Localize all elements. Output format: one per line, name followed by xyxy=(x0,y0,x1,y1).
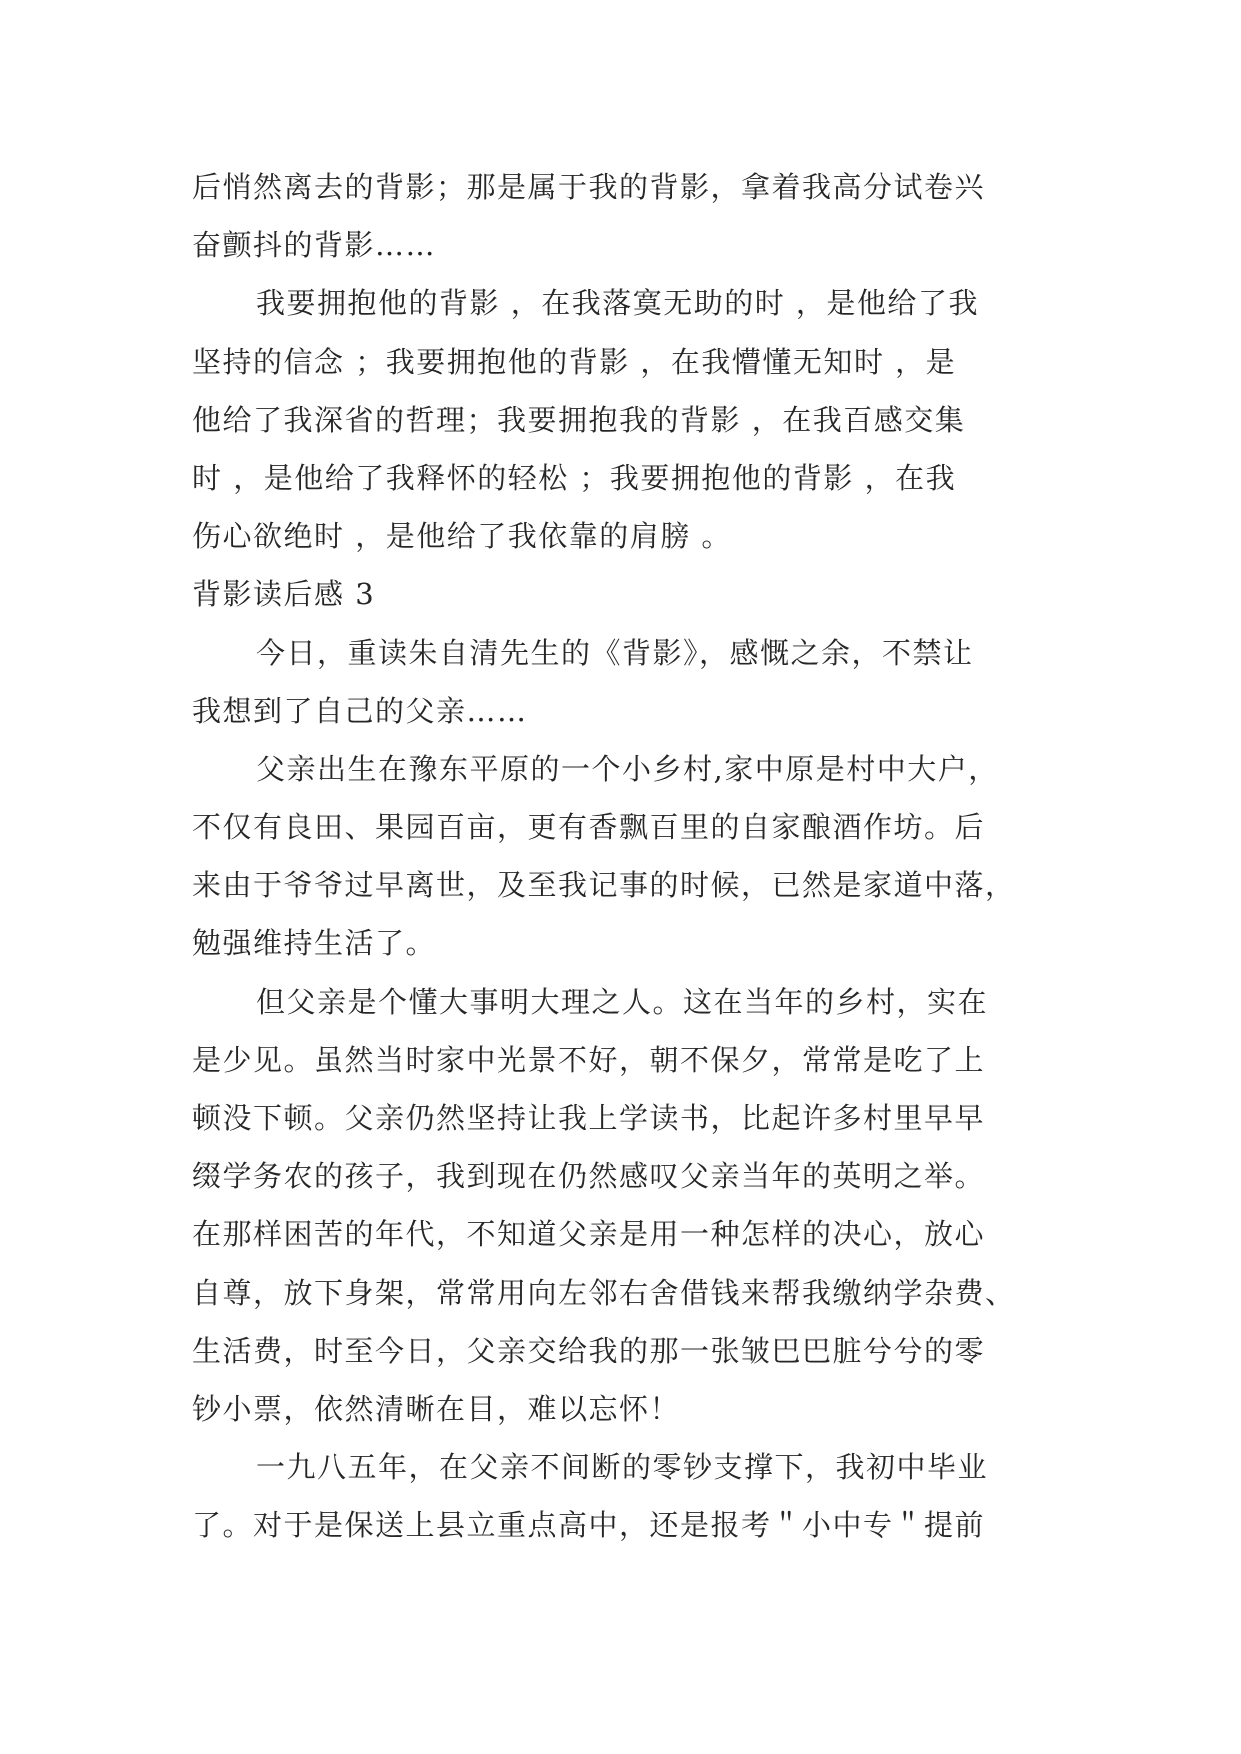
text-line: 顿没下顿。父亲仍然坚持让我上学读书，比起许多村里早早 xyxy=(192,1101,986,1135)
text-line: 在那样困苦的年代，不知道父亲是用一种怎样的决心，放心 xyxy=(192,1217,986,1252)
text-line: 了。对于是保送上县立重点高中，还是报考＂小中专＂提前 xyxy=(192,1508,986,1543)
text-line: 奋颤抖的背影…… xyxy=(192,228,437,263)
text-line: 时 ，是他给了我释怀的轻松 ；我要拥抱他的背影 ，在我 xyxy=(192,460,957,495)
text-line: 我要拥抱他的背影 ，在我落寞无助的时 ，是他给了我 xyxy=(256,286,979,321)
text-line: 缀学务农的孩子，我到现在仍然感叹父亲当年的英明之举。 xyxy=(192,1159,986,1194)
text-line: 钞小票，依然清晰在目，难以忘怀！ xyxy=(192,1391,681,1426)
text-line: 生活费，时至今日，父亲交给我的那一张皱巴巴脏兮兮的零 xyxy=(192,1333,986,1368)
text-line: 背影读后感 3 xyxy=(192,577,376,612)
text-line: 今日，重读朱自清先生的《背影》，感慨之余，不禁让 xyxy=(256,635,974,670)
text-line: 父亲出生在豫东平原的一个小乡村,家中原是村中大户， xyxy=(256,751,999,786)
text-line: 一九八五年，在父亲不间断的零钞支撑下，我初中毕业 xyxy=(256,1450,989,1485)
text-line: 我想到了自己的父亲…… xyxy=(192,693,528,728)
text-line: 是少见。虽然当时家中光景不好，朝不保夕，常常是吃了上 xyxy=(192,1042,986,1077)
text-line: 伤心欲绝时 ，是他给了我依靠的肩膀 。 xyxy=(192,519,732,554)
text-line: 不仅有良田、果园百亩，更有香飘百里的自家酿酒作坊。后 xyxy=(192,810,986,845)
text-line: 坚持的信念 ；我要拥抱他的背影 ，在我懵懂无知时 ，是 xyxy=(192,344,957,379)
text-line: 勉强维持生活了。 xyxy=(192,926,437,961)
text-line: 自尊，放下身架，常常用向左邻右舍借钱来帮我缴纳学杂费、 xyxy=(192,1275,1016,1310)
text-line: 后悄然离去的背影；那是属于我的背影，拿着我高分试卷兴 xyxy=(192,170,986,204)
text-line: 他给了我深省的哲理；我要拥抱我的背影 ，在我百感交集 xyxy=(192,402,966,437)
text-line: 但父亲是个懂大事明大理之人。这在当年的乡村，实在 xyxy=(256,984,989,1019)
document-body xyxy=(192,158,1060,1555)
text-line: 来由于爷爷过早离世，及至我记事的时候，已然是家道中落， xyxy=(192,868,1016,903)
